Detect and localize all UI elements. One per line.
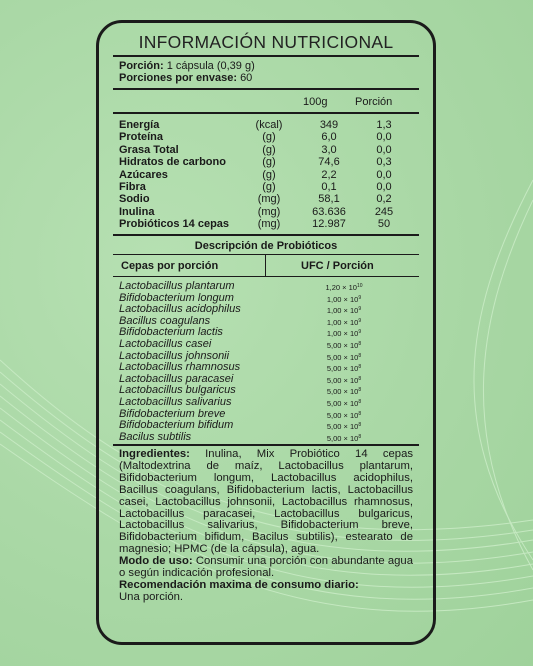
nutrient-unit: (mg) bbox=[257, 218, 281, 231]
divider bbox=[113, 88, 419, 90]
nutrient-unit: (g) bbox=[262, 181, 276, 193]
nutrient-row bbox=[119, 193, 419, 205]
strain-ufc bbox=[299, 432, 389, 445]
divider bbox=[113, 112, 419, 114]
column-header-strain: Cepas por porción bbox=[121, 260, 219, 272]
ufc-exponent: 9 bbox=[358, 306, 362, 313]
ufc-mantissa: 1,20 × 10 bbox=[325, 283, 357, 292]
nutrient-name: Azúcares bbox=[119, 168, 168, 181]
nutrient-name: Proteína bbox=[119, 131, 164, 144]
strain-name: Bifidobacterium bifidum bbox=[119, 419, 234, 432]
max-daily-label: Recomendación maxima de consumo diario: bbox=[119, 578, 359, 591]
ingredients-text: Inulina, Mix Probiótico 14 cepas (Maltodextrina de maíz, Lactobacillus plantarum, Bifidobacterium longum, Lactobacillus acidophilus, Bacillus coagulans, Bifidobacterium lactis, Lactobacillus casei, Lactobacillus johnsonii, Lactobacillus rhamnosus, Lactobacillus paracasei, Lactobacillus bulgaricus, Lactobacillus salivarius, Bifidobacterium breve, Bifidobacterium bifidum, Bacilus subtilis), estearato de magnesio; HPMC (de la cápsula), agua. bbox=[119, 448, 413, 556]
nutrient-name: Energía bbox=[119, 119, 160, 131]
nutrient-per-100g: 63.636 bbox=[312, 205, 346, 218]
nutrient-name: Inulina bbox=[119, 205, 155, 218]
nutrient-per-100g: 0,1 bbox=[321, 181, 337, 193]
strain-name: Bifidobacterium breve bbox=[119, 407, 226, 420]
ufc-exponent: 9 bbox=[358, 317, 362, 324]
ufc-exponent: 8 bbox=[358, 433, 362, 440]
ufc-mantissa: 5,00 × 10 bbox=[326, 433, 359, 443]
servings-per-pack-label: Porciones por envase: bbox=[119, 72, 237, 84]
strain-name: Bacilus subtilis bbox=[119, 430, 192, 443]
nutrient-per-100g: 349 bbox=[319, 119, 339, 131]
nutrient-per-100g: 12.987 bbox=[312, 218, 346, 231]
strain-name: Bacillus coagulans bbox=[119, 314, 211, 327]
nutrient-name: Grasa Total bbox=[119, 143, 179, 156]
divider bbox=[113, 444, 419, 446]
strain-name: Lactobacillus casei bbox=[119, 338, 212, 350]
nutrient-unit: (kcal) bbox=[255, 119, 283, 131]
ufc-exponent: 10 bbox=[356, 283, 363, 289]
nutrient-row bbox=[119, 218, 419, 230]
nutrient-per-100g: 58,1 bbox=[318, 193, 340, 206]
ingredients-label: Ingredientes: bbox=[119, 448, 190, 460]
strain-name: Lactobacillus rhamnosus bbox=[119, 361, 241, 374]
nutrient-name: Sodio bbox=[119, 193, 150, 206]
ufc-exponent: 8 bbox=[358, 410, 362, 417]
column-header-ufc: UFC / Porción bbox=[301, 260, 374, 272]
nutrient-unit: (g) bbox=[262, 168, 276, 181]
ufc-mantissa: 1,00 × 10 bbox=[326, 306, 359, 316]
ufc-mantissa: 5,00 × 10 bbox=[326, 410, 359, 420]
servings-per-pack bbox=[119, 72, 252, 85]
ingredients-block bbox=[119, 449, 413, 604]
nutrient-name: Probióticos 14 cepas bbox=[119, 218, 230, 231]
strain-name: Lactobacillus salivarius bbox=[119, 396, 232, 408]
ufc-exponent: 8 bbox=[358, 364, 362, 371]
column-header-portion: Porción bbox=[355, 96, 393, 108]
ufc-exponent: 8 bbox=[358, 375, 362, 382]
strain-name: Bifidobacterium lactis bbox=[119, 326, 223, 339]
divider bbox=[113, 234, 419, 236]
nutrient-per-portion: 0,2 bbox=[376, 193, 392, 206]
nutrient-row bbox=[119, 119, 419, 131]
serving-size-value: 1 cápsula (0,39 g) bbox=[166, 60, 255, 72]
nutrient-per-100g: 74,6 bbox=[318, 156, 340, 169]
max-daily-text: Una porción. bbox=[119, 590, 184, 603]
ufc-exponent: 9 bbox=[358, 294, 362, 301]
servings-per-pack-value: 60 bbox=[240, 72, 253, 84]
ufc-mantissa: 1,00 × 10 bbox=[326, 294, 359, 304]
nutrient-per-portion: 0,0 bbox=[376, 181, 392, 193]
ufc-mantissa: 5,00 × 10 bbox=[326, 352, 359, 362]
nutrient-per-100g: 2,2 bbox=[321, 168, 337, 181]
strain-name: Lactobacillus bulgaricus bbox=[119, 384, 236, 397]
ufc-mantissa: 5,00 × 10 bbox=[326, 341, 359, 350]
nutrient-row bbox=[119, 144, 419, 156]
ufc-exponent: 8 bbox=[358, 387, 362, 394]
nutrient-per-100g: 3,0 bbox=[321, 143, 337, 156]
nutrient-per-portion: 0,0 bbox=[376, 131, 392, 144]
nutrient-row bbox=[119, 156, 419, 168]
nutrient-row bbox=[119, 181, 419, 193]
ufc-mantissa: 5,00 × 10 bbox=[326, 399, 359, 408]
ufc-exponent: 8 bbox=[358, 422, 362, 429]
strain-name: Bifidobacterium longum bbox=[119, 291, 234, 304]
ufc-exponent: 8 bbox=[358, 399, 362, 405]
divider bbox=[113, 254, 419, 255]
serving-size bbox=[119, 60, 255, 73]
divider bbox=[113, 276, 419, 277]
nutrient-per-portion: 50 bbox=[377, 218, 391, 231]
usage-label: Modo de uso: bbox=[119, 555, 193, 568]
nutrient-name: Fibra bbox=[119, 181, 146, 193]
ufc-mantissa: 5,00 × 10 bbox=[326, 364, 359, 374]
ufc-mantissa: 1,00 × 10 bbox=[326, 317, 359, 327]
nutrient-per-portion: 0,0 bbox=[376, 143, 392, 156]
nutrient-per-portion: 245 bbox=[374, 205, 394, 218]
column-header-100g: 100g bbox=[303, 96, 328, 108]
nutrient-per-portion: 0,0 bbox=[376, 168, 392, 181]
strain-name: Lactobacillus paracasei bbox=[119, 372, 234, 385]
serving-size-label: Porción: bbox=[119, 60, 164, 72]
nutrient-row bbox=[119, 169, 419, 181]
nutrient-unit: (g) bbox=[262, 156, 276, 169]
ufc-mantissa: 5,00 × 10 bbox=[326, 387, 359, 397]
ufc-exponent: 9 bbox=[358, 329, 362, 336]
nutrient-per-portion: 1,3 bbox=[376, 119, 392, 131]
nutrition-label-panel bbox=[96, 20, 436, 645]
strain-name: Lactobacillus johnsonii bbox=[119, 349, 230, 362]
strain-name: Lactobacillus plantarum bbox=[119, 280, 235, 292]
nutrient-row bbox=[119, 206, 419, 218]
nutrient-per-100g: 6,0 bbox=[321, 131, 337, 144]
nutrient-unit: (mg) bbox=[257, 193, 281, 206]
nutrient-row bbox=[119, 131, 419, 143]
ufc-exponent: 8 bbox=[358, 341, 362, 347]
probiotics-section-title: Descripción de Probióticos bbox=[194, 240, 338, 252]
nutrient-per-portion: 0,3 bbox=[376, 156, 392, 169]
ufc-exponent: 8 bbox=[358, 352, 362, 359]
usage-text: Consumir una porción con abundante agua o según indicación profesional. bbox=[119, 555, 413, 580]
nutrient-unit: (g) bbox=[262, 131, 276, 144]
ufc-mantissa: 5,00 × 10 bbox=[326, 375, 359, 385]
nutrient-unit: (g) bbox=[262, 143, 276, 156]
ufc-mantissa: 1,00 × 10 bbox=[326, 329, 359, 339]
ufc-mantissa: 5,00 × 10 bbox=[326, 422, 359, 432]
column-divider bbox=[265, 254, 266, 276]
nutrient-unit: (mg) bbox=[257, 205, 281, 218]
nutrient-name: Hidratos de carbono bbox=[119, 156, 226, 169]
label-title: INFORMACIÓN NUTRICIONAL bbox=[138, 32, 394, 52]
strain-name: Lactobacillus acidophilus bbox=[119, 303, 241, 316]
divider bbox=[113, 55, 419, 57]
